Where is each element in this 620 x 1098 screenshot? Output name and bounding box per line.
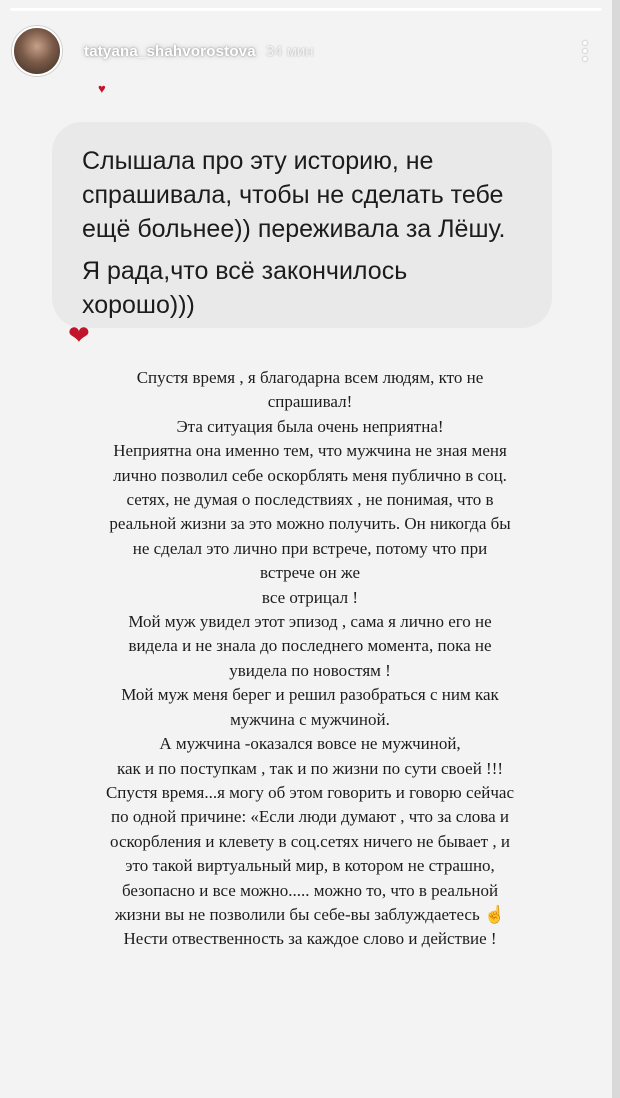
story-progress-bar bbox=[10, 8, 602, 11]
screen-edge bbox=[612, 0, 620, 1098]
bubble-line: спрашивала, чтобы не сделать тебе bbox=[82, 181, 504, 209]
bubble-line: Слышала про эту историю, не bbox=[82, 147, 434, 175]
story-text-line: сетях, не думая о последствиях , не понимая, что в bbox=[126, 490, 494, 510]
story-text-line: Спустя время...я могу об этом говорить и говорю сейчас bbox=[105, 782, 515, 802]
story-text-line: как и по поступкам , так и по жизни по сути своей !!! bbox=[116, 758, 504, 778]
story-text-line: безопасно и все можно..... можно то, что в реальной bbox=[121, 880, 499, 900]
heart-reaction-icon: ♥ bbox=[98, 81, 106, 96]
bubble-line: ещё больнее)) переживала за Лёшу. bbox=[82, 215, 506, 243]
story-text-line: оскорбления и клевету в соц.сетях ничего не бывает , и bbox=[110, 831, 510, 851]
bubble-line: Я рада,что всё закончилось bbox=[82, 257, 408, 285]
story-text-line: Мой муж меня берег и решил разобраться с ним как bbox=[121, 685, 499, 705]
story-text-line: реальной жизни за это можно получить. Он никогда бы bbox=[109, 514, 511, 534]
story-text-line: жизни вы не позволили бы себе-вы заблуждаетесь ☝ bbox=[114, 904, 506, 924]
story-text-line: Эта ситуация была очень неприятна! bbox=[176, 416, 444, 436]
story-text-line: по одной причине: «Если люди думают , что за слова и bbox=[111, 807, 509, 827]
story-text bbox=[20, 366, 600, 952]
story-text-line: Мой муж увидел этот эпизод , сама я лично его не bbox=[128, 612, 492, 632]
story-text-line: Неприятна она именно тем, что мужчина не зная меня bbox=[113, 441, 507, 461]
message-bubble bbox=[52, 122, 552, 328]
avatar[interactable] bbox=[12, 26, 62, 76]
bubble-line: хорошо))) bbox=[82, 291, 195, 319]
story-text-line: встрече он же bbox=[260, 563, 360, 583]
story-text-line: видела и не знала до последнего момента, пока не bbox=[128, 636, 492, 656]
story-text-line: мужчина с мужчиной. bbox=[230, 709, 390, 729]
story-text-line: Спустя время , я благодарна всем людям, кто не bbox=[136, 368, 484, 387]
story-text-line: увидела по новостям ! bbox=[229, 660, 391, 680]
time-ago: 34 мин bbox=[265, 42, 314, 60]
story-header bbox=[12, 22, 600, 80]
story-text-line: А мужчина -оказался вовсе не мужчиной, bbox=[159, 734, 461, 754]
story-text-line: лично позволил себе оскорблять меня публично в соц. bbox=[113, 465, 507, 485]
more-vertical-icon[interactable] bbox=[570, 36, 600, 66]
username[interactable]: tatyana_shahvorostova bbox=[84, 42, 256, 60]
story-text-line: не сделал это лично при встрече, потому что при bbox=[132, 538, 488, 558]
story-text-line: спрашивал! bbox=[267, 392, 353, 412]
story-text-line: Нести отвественность за каждое слово и действие ! bbox=[123, 929, 497, 949]
story-progress-fill bbox=[10, 8, 602, 11]
story-text-line: все отрицал ! bbox=[261, 587, 359, 607]
story-text-line: это такой виртуальный мир, в котором не страшно, bbox=[125, 856, 495, 876]
heart-icon: ❤ bbox=[68, 320, 90, 350]
